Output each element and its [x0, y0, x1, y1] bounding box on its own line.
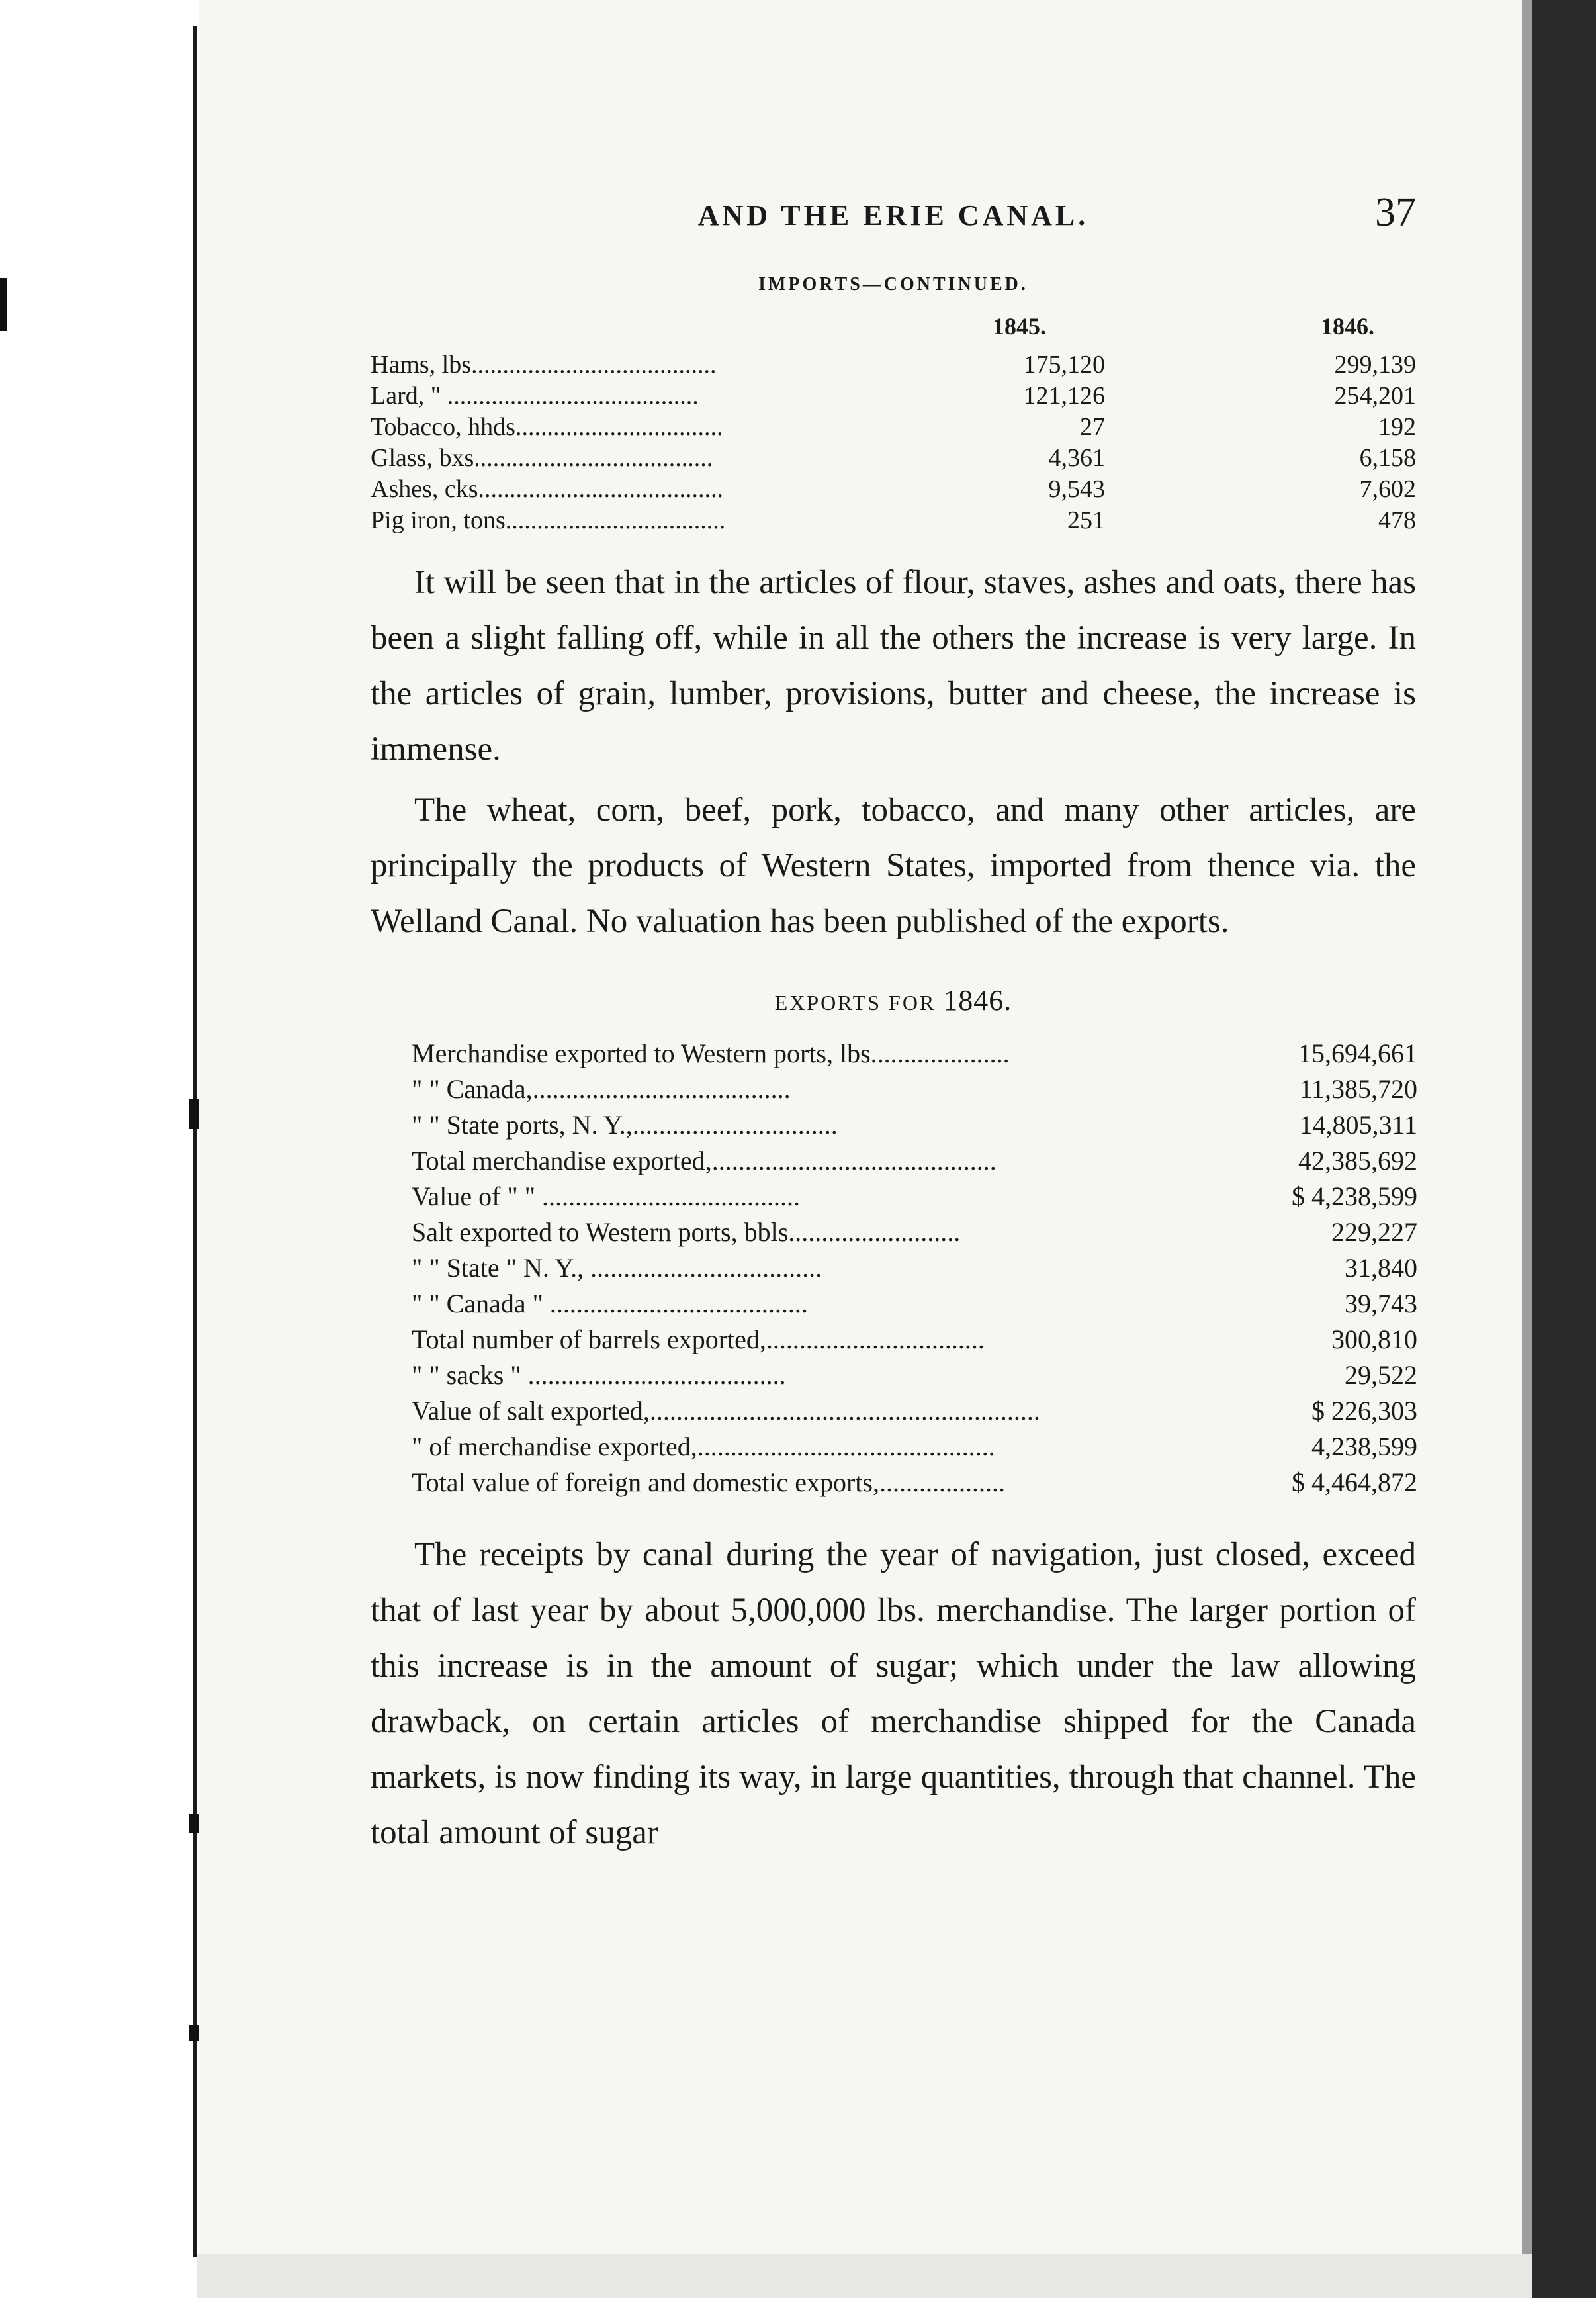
row-value: 42,385,692 — [1298, 1146, 1417, 1175]
table-row — [371, 1215, 1416, 1250]
scan-mark — [0, 278, 7, 331]
row-value: $ 4,238,599 — [1292, 1181, 1417, 1211]
imports-column-headers — [371, 312, 1416, 349]
table-row — [371, 1143, 1416, 1179]
row-value: 300,810 — [1331, 1324, 1417, 1354]
row-label: Merchandise exported to Western ports, lbs..................... — [412, 1038, 1010, 1068]
row-label: " " Canada,....................................... — [412, 1074, 791, 1104]
book-page — [371, 192, 1416, 1861]
value-1846: 192 — [1378, 413, 1416, 441]
row-value: 229,227 — [1331, 1217, 1417, 1247]
row-label: Lard, " ........................................ — [371, 382, 699, 410]
exports-title-year: 1846. — [943, 984, 1012, 1017]
table-row — [371, 1286, 1416, 1322]
table-row — [371, 349, 1416, 381]
row-label: Salt exported to Western ports, bbls.......................... — [412, 1217, 961, 1247]
row-label: Glass, bxs...................................... — [371, 444, 713, 472]
column-header-1846: 1846. — [1321, 313, 1374, 340]
row-label: Hams, lbs....................................... — [371, 351, 717, 379]
imports-table — [371, 349, 1416, 536]
row-label: Value of salt exported,........................................................... — [412, 1396, 1040, 1426]
table-row — [371, 1465, 1416, 1500]
page-number: 37 — [1375, 190, 1416, 235]
row-label: Total merchandise exported,........................................... — [412, 1146, 997, 1175]
value-1845: 27 — [1080, 413, 1105, 441]
page-header — [371, 192, 1416, 245]
row-label: Total number of barrels exported,................................. — [412, 1324, 985, 1354]
row-value: 11,385,720 — [1299, 1074, 1417, 1104]
row-value: 15,694,661 — [1298, 1038, 1417, 1068]
table-row — [371, 1322, 1416, 1357]
table-row — [371, 443, 1416, 474]
row-value: 29,522 — [1345, 1360, 1417, 1390]
page-edge-shadow — [1522, 0, 1532, 2298]
body-paragraph: The wheat, corn, beef, pork, tobacco, and many other articles, are principally the products of Western States, imported from thence via. the Welland Canal. No valuation has been published of the exports. — [371, 792, 1416, 940]
table-row — [371, 381, 1416, 412]
exports-table — [371, 1036, 1416, 1500]
row-value: $ 4,464,872 — [1292, 1467, 1417, 1497]
value-1846: 478 — [1378, 506, 1416, 534]
value-1846: 6,158 — [1359, 444, 1416, 472]
table-row — [371, 1393, 1416, 1429]
row-label: Pig iron, tons................................... — [371, 506, 726, 534]
running-title: AND THE ERIE CANAL. — [697, 199, 1089, 232]
table-row — [371, 474, 1416, 505]
book-spine-edge — [1532, 0, 1596, 2298]
scan-margin-left — [0, 0, 199, 2298]
row-label: Tobacco, hhds................................. — [371, 413, 723, 441]
table-row — [371, 1036, 1416, 1072]
value-1845: 9,543 — [1048, 475, 1105, 503]
row-label: Ashes, cks....................................... — [371, 475, 724, 503]
table-row — [371, 1250, 1416, 1286]
value-1845: 121,126 — [1023, 382, 1105, 410]
row-label: " " Canada " ....................................... — [412, 1289, 808, 1318]
row-value: $ 226,303 — [1311, 1396, 1417, 1426]
table-row — [371, 505, 1416, 536]
value-1846: 7,602 — [1359, 475, 1416, 503]
page-gutter-line — [193, 26, 197, 2257]
imports-table-title: IMPORTS—CONTINUED. — [758, 274, 1028, 295]
table-row — [371, 1179, 1416, 1215]
body-paragraph: It will be seen that in the articles of flour, staves, ashes and oats, there has been a slight falling off, while in all the others the increase is very large. In the articles of grain, lumber, provisions, butter and cheese, the increase is immense. — [371, 564, 1416, 768]
row-value: 4,238,599 — [1311, 1432, 1417, 1461]
value-1845: 251 — [1067, 506, 1105, 534]
exports-title-prefix: EXPORTS FOR — [774, 991, 936, 1015]
column-header-1845: 1845. — [993, 313, 1046, 340]
value-1845: 175,120 — [1023, 351, 1105, 379]
exports-table-title — [371, 984, 1416, 1017]
table-row — [371, 412, 1416, 443]
row-label: " of merchandise exported,............................................. — [412, 1432, 995, 1461]
table-row — [371, 1429, 1416, 1465]
row-label: " " State " N. Y., ................................... — [412, 1253, 822, 1283]
body-paragraph: The receipts by canal during the year of navigation, just closed, exceed that of last year by about 5,000,000 lbs. merchandise. The larger portion of this increase is in the amount of sugar; which under the law allowing drawback, on certain articles of merchandise shipped for the Canada markets, is now finding its way, in large quantities, through that channel. The total amount of sugar — [371, 1536, 1416, 1851]
row-label: Value of " " ....................................... — [412, 1181, 801, 1211]
value-1846: 254,201 — [1334, 382, 1416, 410]
row-value: 31,840 — [1345, 1253, 1417, 1283]
row-label: Total value of foreign and domestic exports,................... — [412, 1467, 1005, 1497]
table-row — [371, 1357, 1416, 1393]
value-1846: 299,139 — [1334, 351, 1416, 379]
row-value: 14,805,311 — [1299, 1110, 1417, 1140]
row-label: " " sacks " ....................................... — [412, 1360, 786, 1390]
row-label: " " State ports, N. Y.,............................... — [412, 1110, 838, 1140]
scan-mark — [189, 2025, 199, 2041]
table-row — [371, 1072, 1416, 1107]
scan-mark — [189, 1814, 199, 1833]
page-bottom-margin — [197, 2254, 1532, 2298]
scan-mark — [189, 1099, 199, 1129]
value-1845: 4,361 — [1048, 444, 1105, 472]
table-row — [371, 1107, 1416, 1143]
row-value: 39,743 — [1345, 1289, 1417, 1318]
